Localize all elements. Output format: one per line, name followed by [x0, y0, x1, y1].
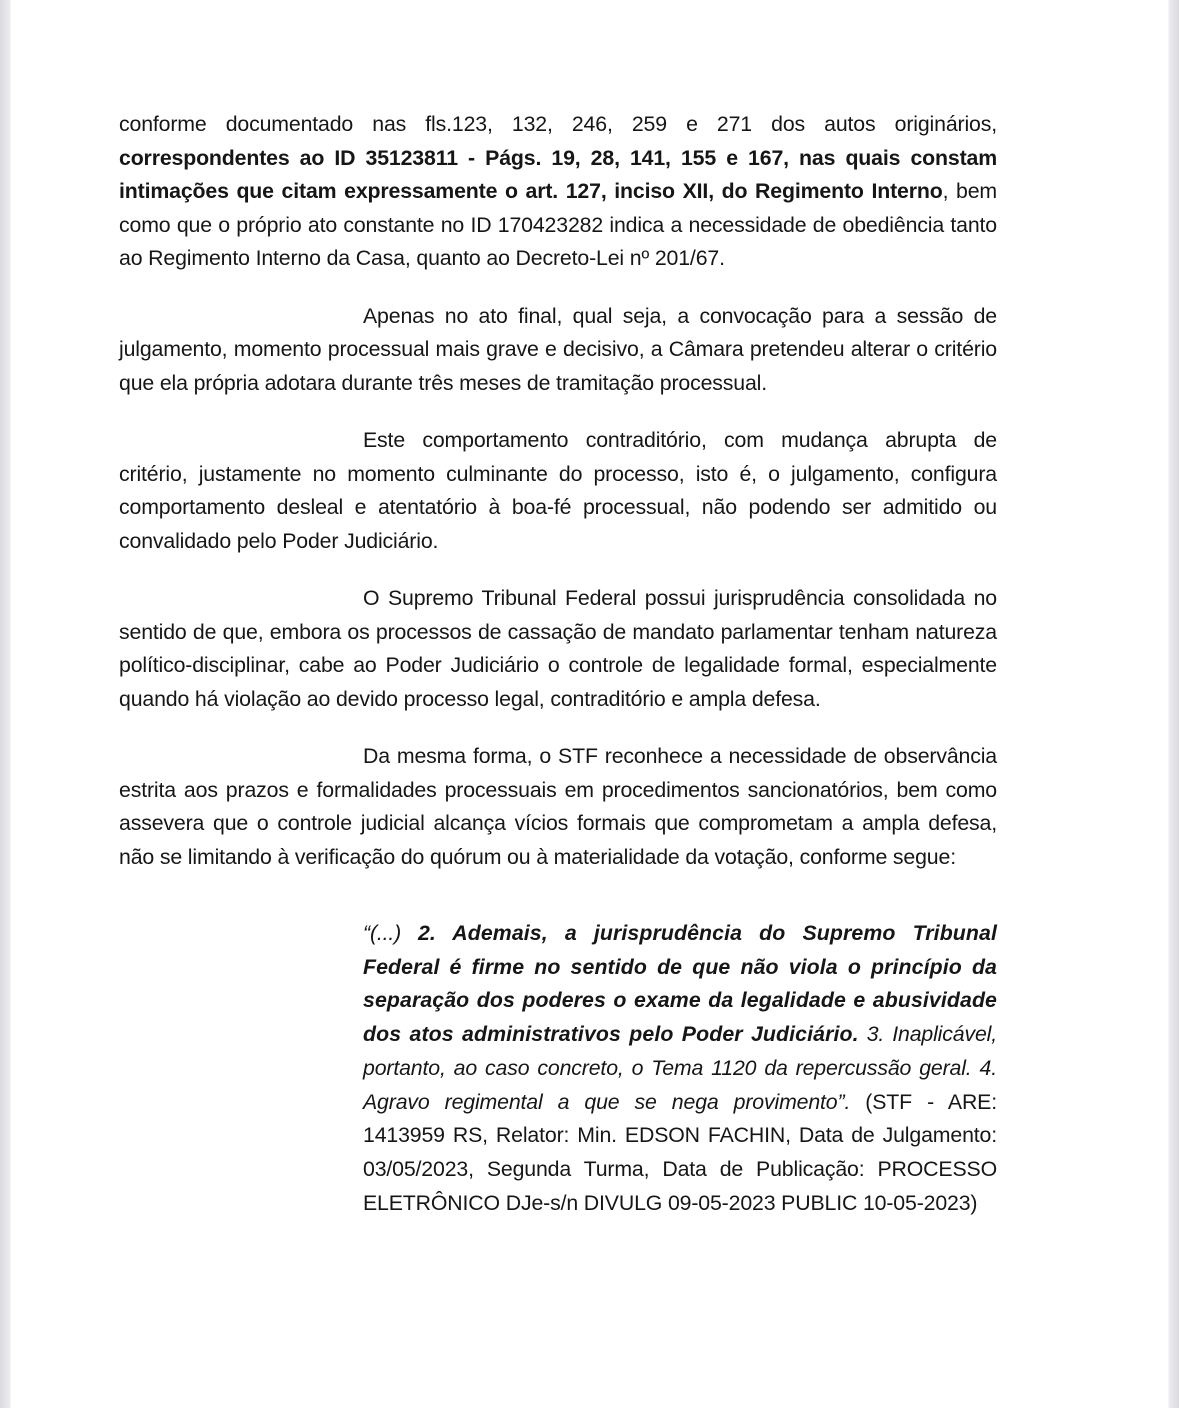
paragraph-4: O Supremo Tribunal Federal possui jurisprudência consolidada no sentido de que, embora os processos de cassação de mandato parlamentar tenham natureza político-disciplinar, cabe ao Poder Judiciário o controle de legalidade formal, especialmente quando há violação ao devido processo legal, contraditório e ampla defesa.: [119, 586, 997, 711]
paragraph-1-text-end: , bem como que o próprio ato constante no ID 170423282 indica a necessidade de obediência tanto ao Regimento Interno da Casa, quanto ao Decreto-Lei nº 201/67.: [119, 179, 997, 270]
quote-italic-rest: 3. Inaplicável, portanto, ao caso concreto, o Tema 1120 da repercussão geral. 4. Agravo regimental a que se nega provimento”.: [363, 1022, 997, 1114]
paragraph-1: [119, 108, 997, 276]
paragraph-5: Da mesma forma, o STF reconhece a necessidade de observância estrita aos prazos e formalidades processuais em procedimentos sancionatórios, bem como assevera que o controle judicial alcança vícios formais que comprometam a ampla defesa, não se limitando à verificação do quórum ou à materialidade da votação, conforme segue:: [119, 744, 997, 869]
paragraph-2: Apenas no ato final, qual seja, a convocação para a sessão de julgamento, momento processual mais grave e decisivo, a Câmara pretendeu alterar o critério que ela própria adotara durante três meses de tramitação processual.: [119, 303, 997, 395]
quote-citation: (STF - ARE: 1413959 RS, Relator: Min. EDSON FACHIN, Data de Julgamento: 03/05/2023, Segunda Turma, Data de Publicação: PROCESSO ELETRÔNICO DJe-s/n DIVULG 09-05-2023 PUBLIC 10-05-2023): [363, 1089, 998, 1215]
document-page: [11, 0, 1168, 1408]
paragraph-1-text: conforme documentado nas fls.123, 132, 246, 259 e 271 dos autos originários,: [119, 112, 997, 136]
page-content: [119, 108, 997, 1220]
quote-opening: “(...): [363, 921, 418, 945]
jurisprudence-quote: [363, 917, 997, 1220]
paragraph-3: Este comportamento contraditório, com mudança abrupta de critério, justamente no momento culminante do processo, isto é, o julgamento, configura comportamento desleal e atentatório à boa-fé processual, não podendo ser admitido ou convalidado pelo Poder Judiciário.: [119, 428, 997, 553]
paragraph-1-bold-text: correspondentes ao ID 35123811 - Págs. 19, 28, 141, 155 e 167, nas quais constam intimações que citam expressamente o art. 127, inciso XII, do Regimento Interno: [119, 145, 997, 203]
quote-bold-italic: 2. Ademais, a jurisprudência do Supremo Tribunal Federal é firme no sentido de que não viola o princípio da separação dos poderes o exame da legalidade e abusividade dos atos administrativos pelo Poder Judiciário.: [363, 921, 997, 1047]
